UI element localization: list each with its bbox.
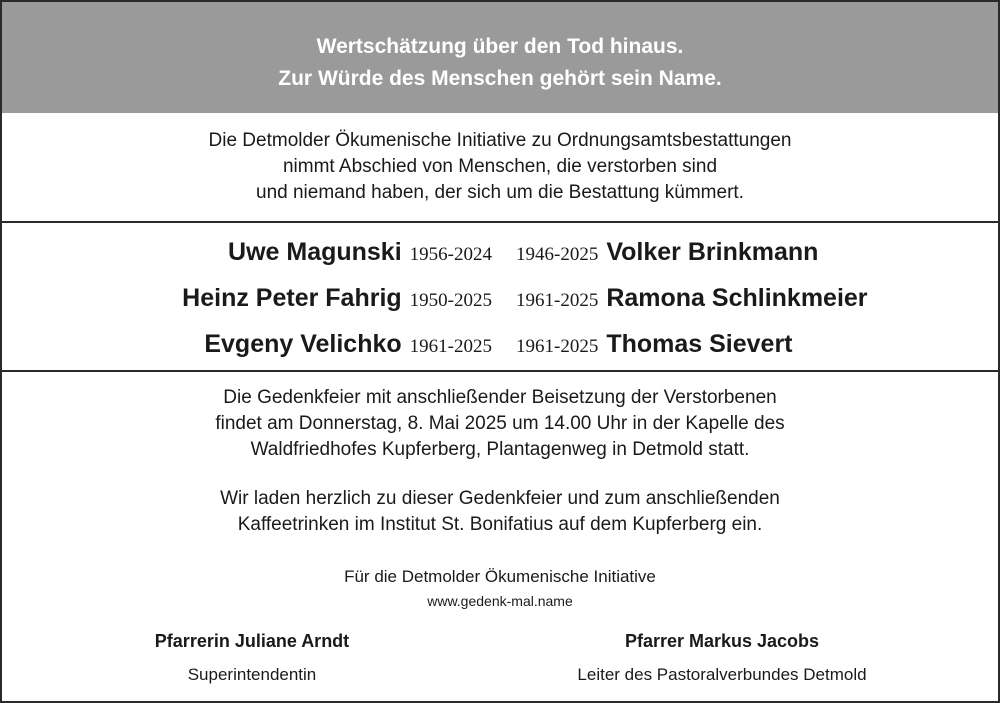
deceased-years: 1961-2025 (516, 290, 599, 311)
deceased-row (2, 278, 998, 318)
intro-text (2, 128, 998, 206)
signatory-2 (522, 628, 922, 688)
deceased-years: 1946-2025 (516, 244, 599, 265)
website-link[interactable]: www.gedenk-mal.name (427, 593, 573, 609)
ceremony-text (2, 385, 998, 463)
ceremony-line: Waldfriedhofes Kupferberg, Plantagenweg in Detmold statt. (250, 439, 750, 460)
deceased-name: Volker Brinkmann (606, 238, 819, 266)
deceased-row (2, 324, 998, 364)
initiative-line: Für die Detmolder Ökumenische Initiative (344, 567, 656, 586)
header-line-2: Zur Würde des Menschen gehört sein Name. (278, 67, 722, 90)
deceased-entry-left (228, 232, 492, 275)
deceased-name: Heinz Peter Fahrig (182, 284, 402, 312)
divider-bottom (2, 370, 998, 372)
deceased-name: Ramona Schlinkmeier (606, 284, 868, 312)
deceased-row (2, 232, 998, 272)
deceased-entry-left (182, 278, 492, 321)
divider-top (2, 221, 998, 223)
deceased-name: Evgeny Velichko (204, 330, 402, 358)
signatory-title: Leiter des Pastoralverbundes Detmold (577, 665, 867, 684)
header-line-1: Wertschätzung über den Tod hinaus. (316, 35, 684, 58)
deceased-name: Uwe Magunski (228, 238, 402, 266)
deceased-entry-right (516, 278, 868, 321)
signatory-1 (102, 628, 402, 688)
deceased-entry-right (516, 232, 818, 275)
deceased-name: Thomas Sievert (606, 330, 793, 358)
deceased-years: 1961-2025 (516, 336, 599, 357)
signatory-name: Pfarrerin Juliane Arndt (154, 631, 350, 651)
signatory-title: Superintendentin (187, 665, 317, 684)
deceased-list (2, 232, 998, 372)
signatory-name: Pfarrer Markus Jacobs (624, 631, 820, 651)
intro-line: und niemand haben, der sich um die Bestattung kümmert. (256, 182, 744, 203)
intro-line: nimmt Abschied von Menschen, die verstorben sind (282, 156, 718, 177)
deceased-years: 1961-2025 (409, 336, 492, 357)
ceremony-line: findet am Donnerstag, 8. Mai 2025 um 14.00 Uhr in der Kapelle des (215, 413, 785, 434)
deceased-entry-left (204, 324, 492, 367)
ceremony-line: Die Gedenkfeier mit anschließender Beisetzung der Verstorbenen (223, 387, 777, 408)
deceased-years: 1950-2025 (409, 290, 492, 311)
deceased-entry-right (516, 324, 793, 367)
invitation-text (2, 486, 998, 538)
deceased-years: 1956-2024 (409, 244, 492, 265)
intro-line: Die Detmolder Ökumenische Initiative zu Ordnungsamtsbestattungen (208, 130, 792, 151)
invitation-line: Kaffeetrinken im Institut St. Bonifatius auf dem Kupferberg ein. (237, 514, 763, 535)
header-banner (2, 2, 998, 113)
invitation-line: Wir laden herzlich zu dieser Gedenkfeier und zum anschließenden (220, 488, 780, 509)
